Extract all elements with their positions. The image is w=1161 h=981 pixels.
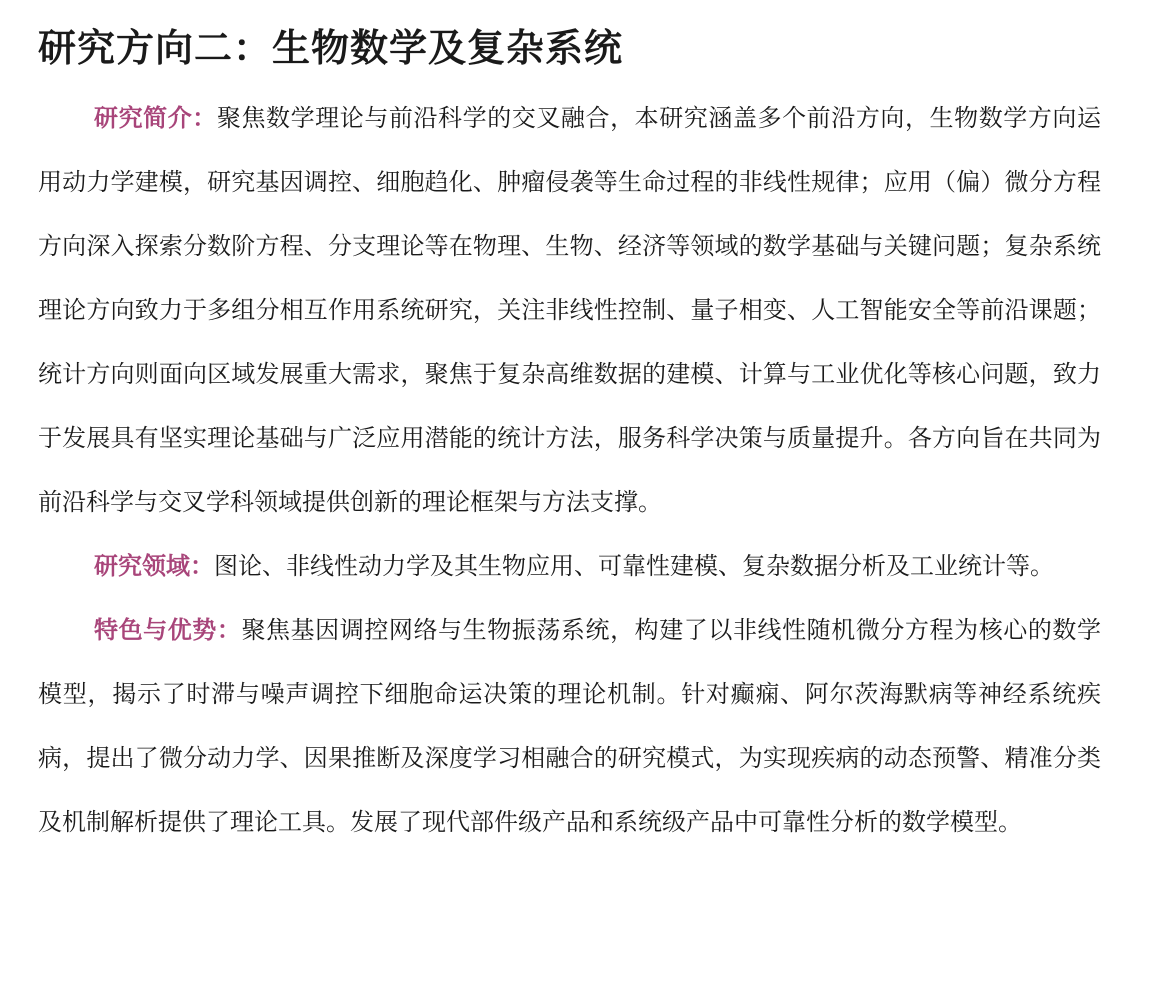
page-title: 研究方向二：生物数学及复杂系统 bbox=[38, 26, 624, 70]
section-fields-text: 图论、非线性动力学及其生物应用、可靠性建模、复杂数据分析及工业统计等。 bbox=[214, 552, 1054, 580]
section-intro-label: 研究简介： bbox=[94, 104, 217, 132]
section-features bbox=[38, 598, 1101, 854]
section-fields-label: 研究领域： bbox=[94, 552, 214, 580]
section-intro-text: 聚焦数学理论与前沿科学的交叉融合，本研究涵盖多个前沿方向，生物数学方向运用动力学建模，研究基因调控、细胞趋化、肿瘤侵袭等生命过程的非线性规律；应用（偏）微分方程方向深入探索分数阶方程、分支理论等在物理、生物、经济等领域的数学基础与关键问题；复杂系统理论方向致力于多组分相互作用系统研究，关注非线性控制、量子相变、人工智能安全等前沿课题；统计方向则面向区域发展重大需求，聚焦于复杂高维数据的建模、计算与工业优化等核心问题，致力于发展具有坚实理论基础与广泛应用潜能的统计方法，服务科学决策与质量提升。各方向旨在共同为前沿科学与交叉学科领域提供创新的理论框架与方法支撑。 bbox=[38, 104, 1101, 516]
section-intro bbox=[38, 86, 1101, 534]
section-fields bbox=[38, 534, 1101, 598]
section-features-label: 特色与优势： bbox=[94, 616, 242, 644]
section-features-text: 聚焦基因调控网络与生物振荡系统，构建了以非线性随机微分方程为核心的数学模型，揭示了时滞与噪声调控下细胞命运决策的理论机制。针对癫痫、阿尔茨海默病等神经系统疾病，提出了微分动力学、因果推断及深度学习相融合的研究模式，为实现疾病的动态预警、精准分类及机制解析提供了理论工具。发展了现代部件级产品和系统级产品中可靠性分析的数学模型。 bbox=[38, 616, 1102, 836]
